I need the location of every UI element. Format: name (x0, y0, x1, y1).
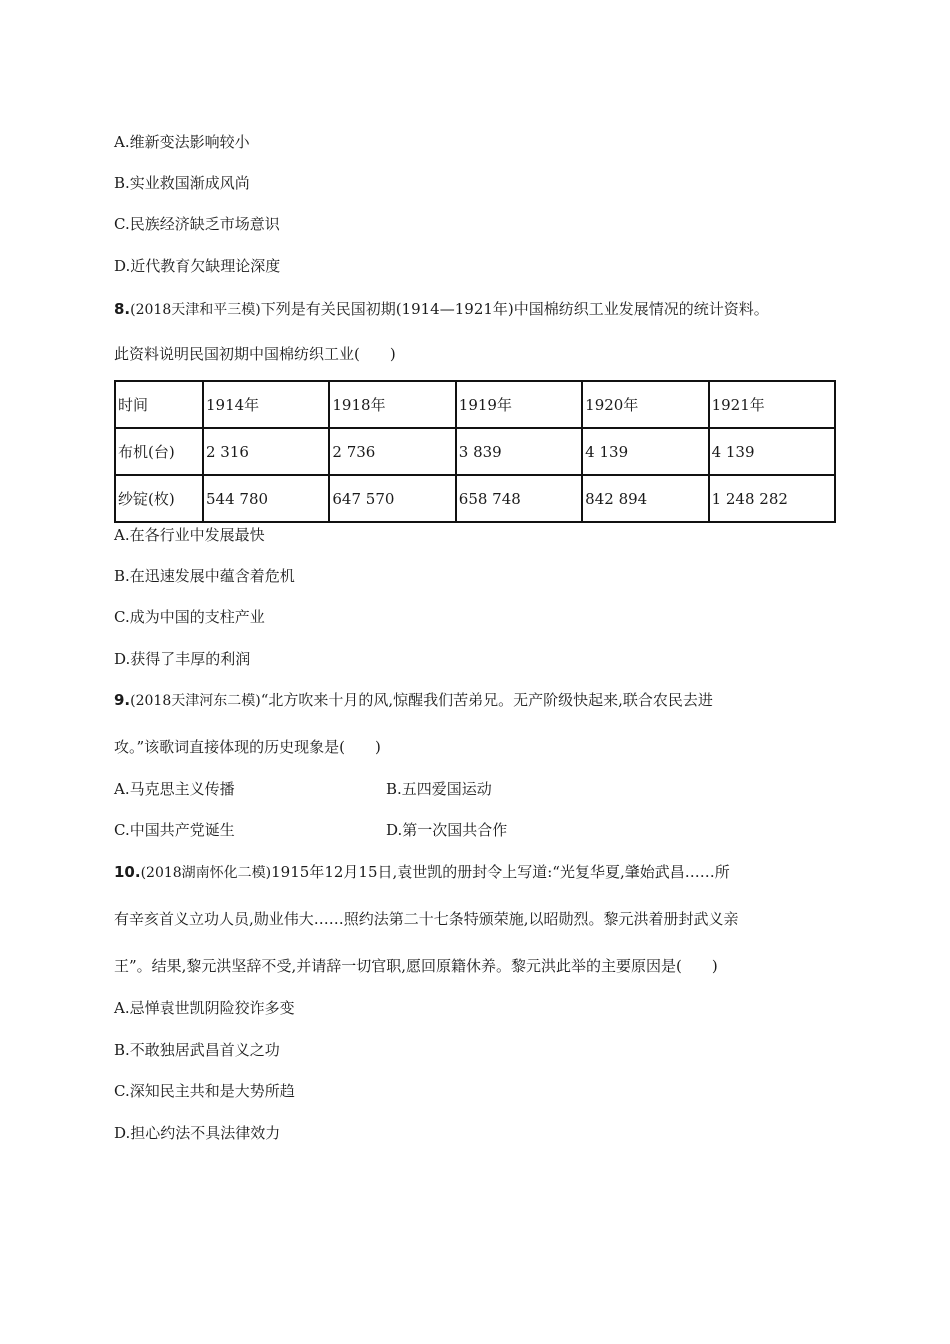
q7-option-a: A.维新变法影响较小 (114, 133, 250, 151)
q9-option-d: D.第一次国共合作 (386, 821, 508, 839)
q7-option-c: C.民族经济缺乏市场意识 (114, 215, 280, 233)
q9-number: 9. (114, 691, 131, 709)
q8-option-c: C.成为中国的支柱产业 (114, 608, 265, 626)
q8-stem-line2: 此资料说明民国初期中国棉纺织工业( ) (114, 345, 396, 363)
q9-option-a: A.马克思主义传播 (114, 780, 235, 798)
q10-option-a: A.忌惮袁世凯阴险狡诈多变 (114, 999, 295, 1017)
table-header-cell: 时间 (115, 381, 203, 428)
cotton-statistics-table (114, 380, 836, 523)
table-row (115, 475, 835, 522)
table-row (115, 428, 835, 475)
table-header-cell: 1920年 (582, 381, 708, 428)
q9-stem-line1 (114, 690, 713, 711)
table-cell: 842 894 (582, 475, 708, 522)
table-cell: 658 748 (456, 475, 582, 522)
table-cell: 4 139 (709, 428, 835, 475)
q8-stem-text: 下列是有关民国初期(1914—1921年)中国棉纺织工业发展情况的统计资料。 (260, 300, 769, 318)
table-header-cell: 1918年 (329, 381, 455, 428)
table-header-cell: 1919年 (456, 381, 582, 428)
table-cell: 4 139 (582, 428, 708, 475)
table-header-cell: 1921年 (709, 381, 835, 428)
q10-option-b: B.不敢独居武昌首义之功 (114, 1041, 280, 1059)
q10-stem-line3: 王”。结果,黎元洪坚辞不受,并请辞一切官职,愿回原籍休养。黎元洪此举的主要原因是( ) (114, 957, 718, 975)
q8-option-a: A.在各行业中发展最快 (114, 526, 265, 544)
q9-source: (2018天津河东二模) (130, 693, 261, 709)
q10-number: 10. (114, 863, 141, 881)
q9-option-c: C.中国共产党诞生 (114, 821, 235, 839)
table-cell: 2 736 (329, 428, 455, 475)
table-cell: 布机(台) (115, 428, 203, 475)
q9-option-b: B.五四爱国运动 (386, 780, 492, 798)
q7-option-d: D.近代教育欠缺理论深度 (114, 257, 281, 275)
q8-option-d: D.获得了丰厚的利润 (114, 650, 251, 668)
q10-stem-text: 1915年12月15日,袁世凯的册封令上写道:“光复华夏,肇始武昌……所 (271, 863, 730, 881)
q10-source: (2018湖南怀化二模) (140, 865, 272, 881)
q10-stem-line2: 有辛亥首义立功人员,勋业伟大……照约法第二十七条特颁荣施,以昭勋烈。黎元洪着册封武义亲 (114, 910, 739, 928)
q9-stem-line2: 攻。”该歌词直接体现的历史现象是( ) (114, 738, 381, 756)
q8-stem-line1 (114, 299, 769, 320)
q8-option-b: B.在迅速发展中蕴含着危机 (114, 567, 295, 585)
q10-option-d: D.担心约法不具法律效力 (114, 1124, 281, 1142)
table-header-cell: 1914年 (203, 381, 329, 428)
q8-source: (2018天津和平三模) (130, 302, 261, 318)
q7-option-b: B.实业救国渐成风尚 (114, 174, 250, 192)
table-cell: 647 570 (329, 475, 455, 522)
q10-stem-line1 (114, 862, 730, 883)
table-cell: 纱锭(枚) (115, 475, 203, 522)
table-cell: 1 248 282 (709, 475, 835, 522)
table-header-row (115, 381, 835, 428)
q8-number: 8. (114, 300, 131, 318)
table-cell: 2 316 (203, 428, 329, 475)
q9-stem-text: “北方吹来十月的风,惊醒我们苦弟兄。无产阶级快起来,联合农民去进 (260, 691, 713, 709)
table-cell: 544 780 (203, 475, 329, 522)
table-cell: 3 839 (456, 428, 582, 475)
q10-option-c: C.深知民主共和是大势所趋 (114, 1082, 295, 1100)
